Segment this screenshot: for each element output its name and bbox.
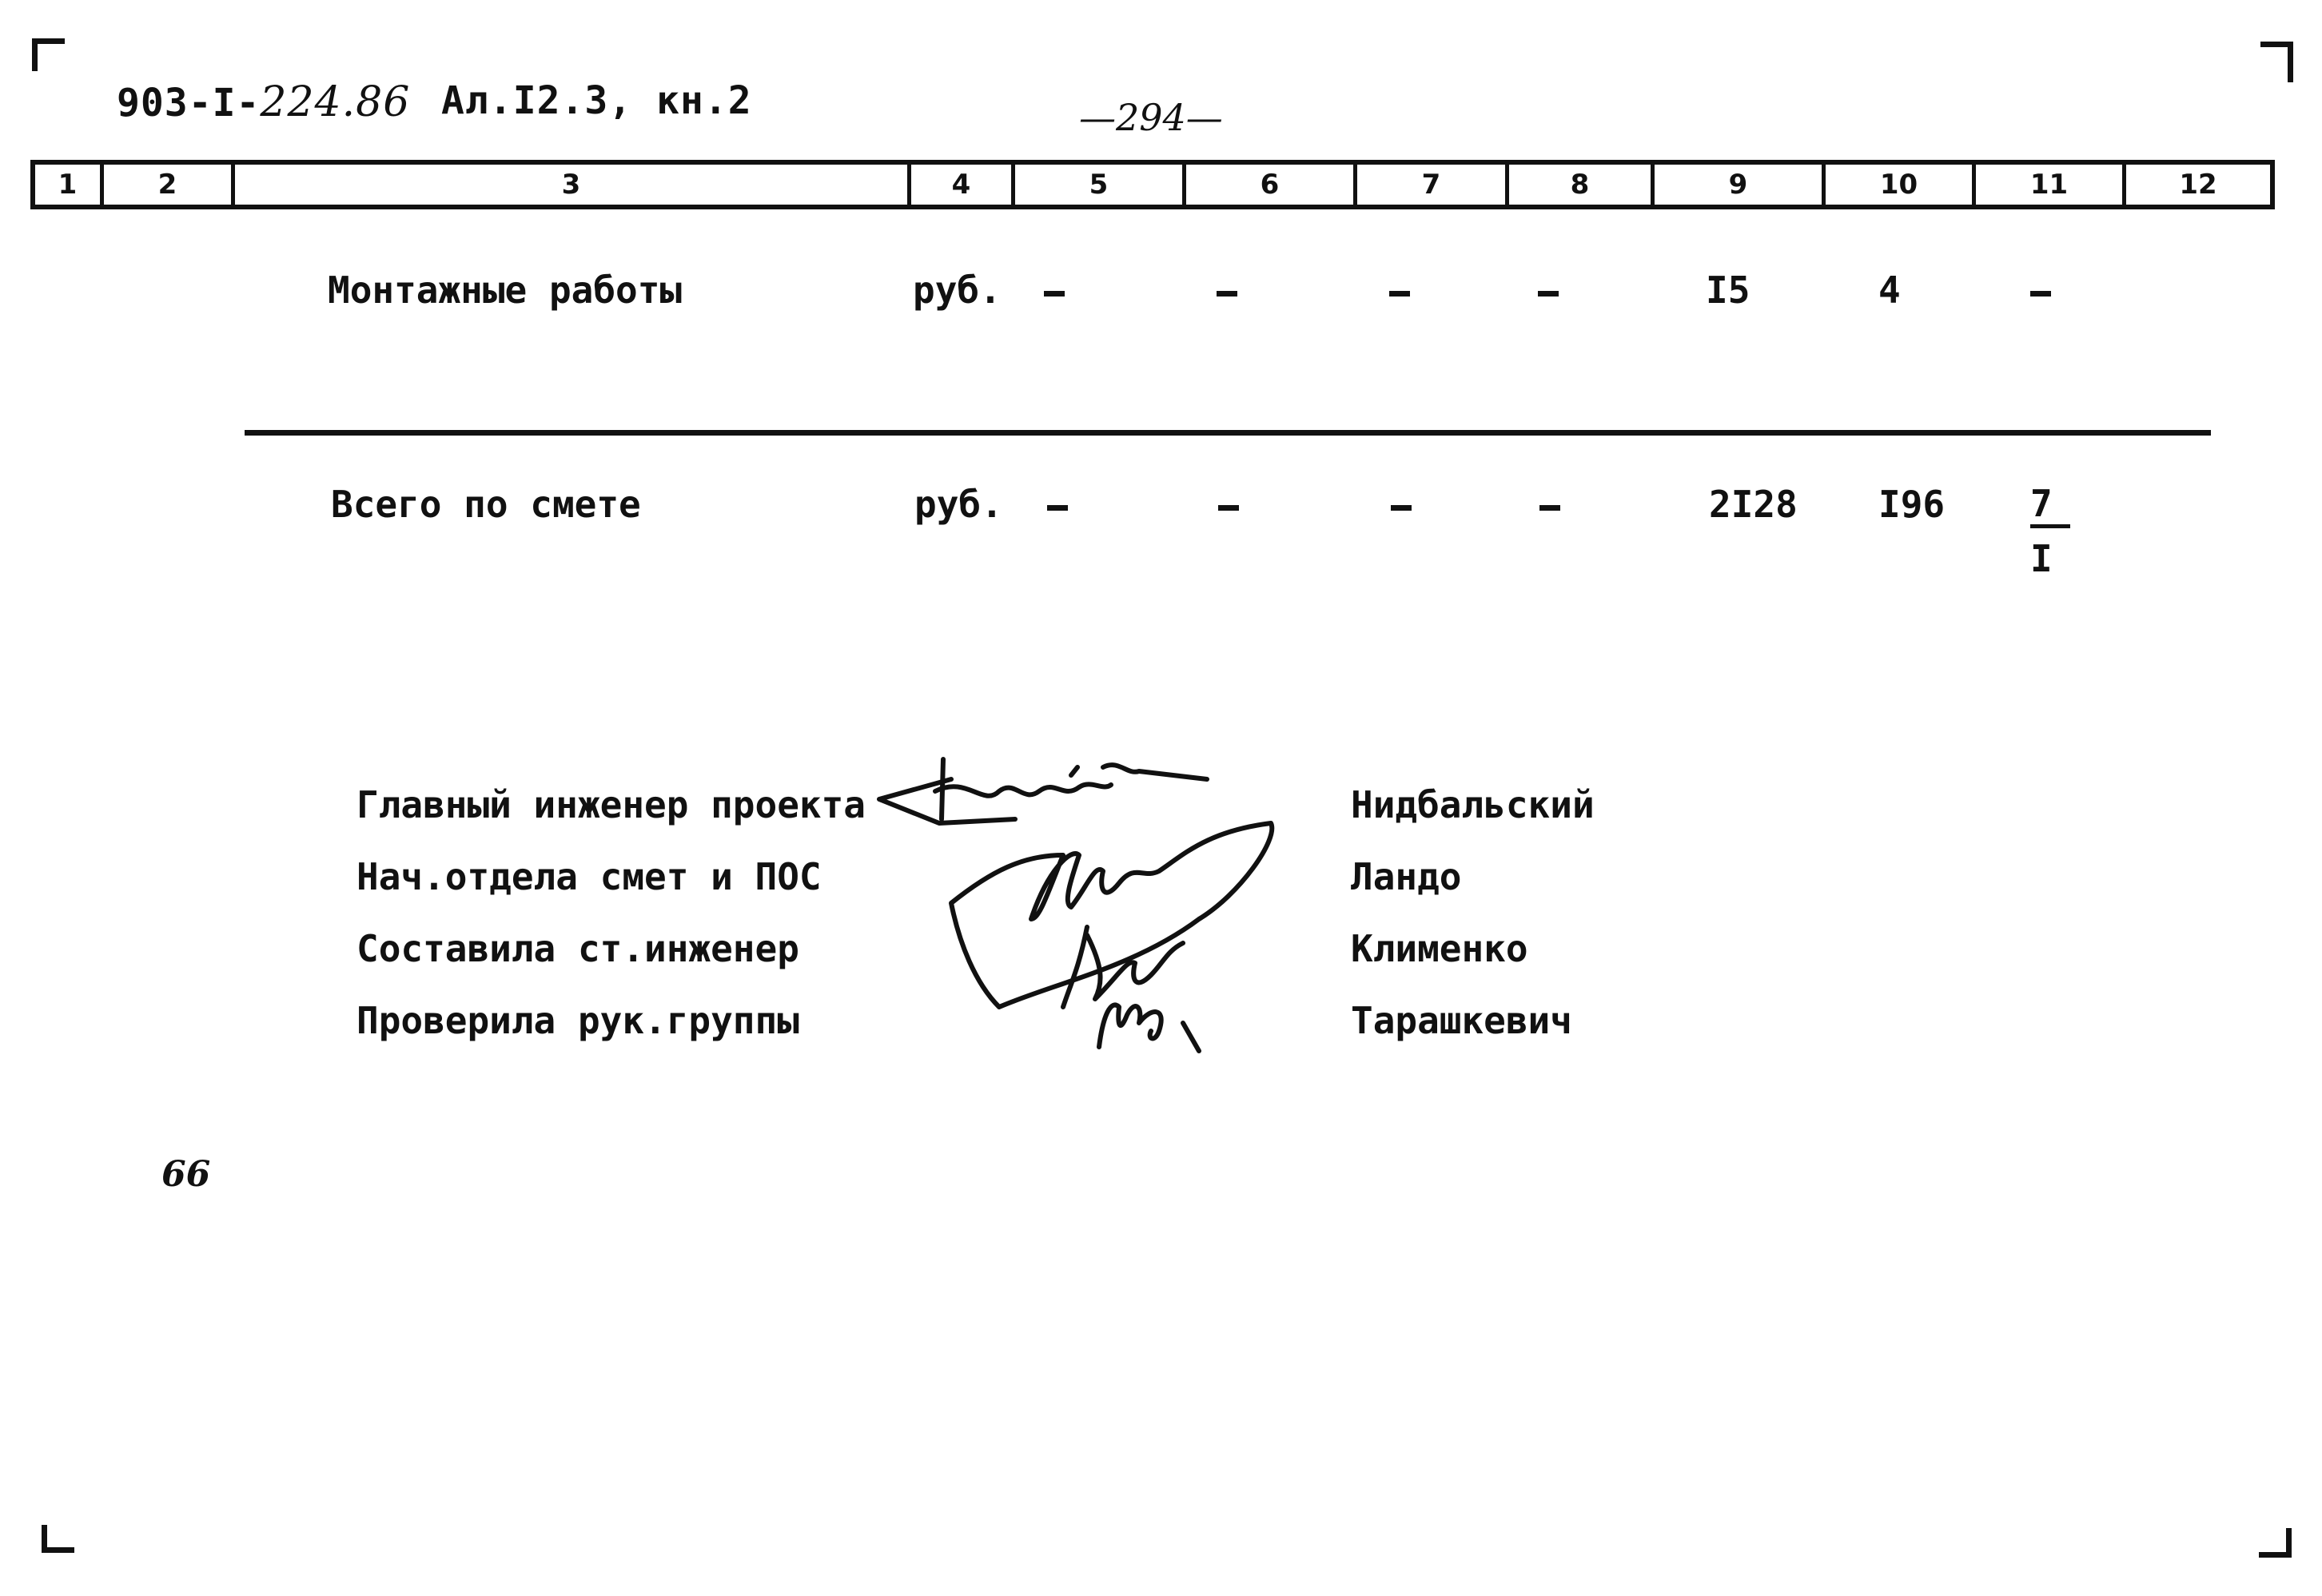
- column-number-12: 12: [2179, 169, 2217, 201]
- total-col7-dash: [1391, 505, 1412, 511]
- column-number-3: 3: [235, 165, 911, 205]
- corner-mark-top-right: [2260, 42, 2293, 82]
- cell-col5-dash: [1044, 291, 1065, 297]
- total-col10-value: I96: [1878, 483, 1946, 526]
- cell-col6-dash: [1217, 291, 1237, 297]
- document-code-prefix: 903-I-: [117, 81, 261, 125]
- total-col11-denominator: I: [2030, 537, 2053, 580]
- column-number-6: 6: [1186, 165, 1357, 205]
- corner-mark-bottom-left: [42, 1525, 74, 1553]
- column-number-5: 5: [1015, 165, 1186, 205]
- column-number-1: 1: [35, 165, 104, 205]
- album-reference: Ал.I2.3, кн.2: [441, 78, 752, 123]
- corner-mark-bottom-right: [2259, 1528, 2292, 1558]
- total-col9-value: 2I28: [1709, 483, 1798, 526]
- signature-role-3: Составила ст.инженер: [356, 927, 799, 970]
- signature-name-3: Клименко: [1351, 927, 1528, 970]
- column-number-7: 7: [1357, 165, 1509, 205]
- signature-role-1: Главный инженер проекта: [356, 783, 866, 826]
- total-col6-dash: [1218, 505, 1239, 511]
- column-number-11: 11: [1976, 165, 2126, 205]
- handwritten-signatures: [863, 743, 1295, 1079]
- cell-col7-dash: [1389, 291, 1410, 297]
- signature-name-1: Нидбальский: [1351, 783, 1595, 826]
- total-row-unit: руб.: [914, 483, 1003, 526]
- column-number-10: 10: [1826, 165, 1976, 205]
- column-number-8: 8: [1509, 165, 1655, 205]
- signature-name-2: Ландо: [1351, 855, 1462, 898]
- signature-4-scribble: [1099, 1005, 1199, 1051]
- signature-name-4: Тарашкевич: [1351, 999, 1572, 1042]
- total-col11-numerator: 7: [2030, 483, 2070, 528]
- page-number: —294—: [1079, 96, 1223, 139]
- total-col8-dash: [1539, 505, 1560, 511]
- total-separator-line: [245, 430, 2211, 436]
- column-number-2: 2: [104, 165, 235, 205]
- row-name: Монтажные работы: [328, 269, 683, 312]
- document-code: [117, 78, 410, 126]
- document-code-handwritten: 224.86: [260, 78, 411, 126]
- cell-col10-value: 4: [1878, 269, 1901, 312]
- cell-col8-dash: [1538, 291, 1559, 297]
- column-number-4: 4: [911, 165, 1015, 205]
- corner-mark-top-left: [32, 38, 65, 71]
- total-col5-dash: [1047, 505, 1068, 511]
- column-number-9: 9: [1655, 165, 1826, 205]
- column-number-row: [30, 160, 2275, 209]
- total-row-name: Всего по смете: [331, 483, 641, 526]
- row-unit: руб.: [913, 269, 1002, 312]
- cell-col11-dash: [2030, 291, 2051, 297]
- signature-role-2: Нач.отдела смет и ПОС: [356, 855, 822, 898]
- footer-mark: 66: [161, 1154, 211, 1195]
- cell-col9-value: I5: [1706, 269, 1750, 312]
- signature-1-scribble: [879, 759, 1207, 823]
- signature-role-4: Проверила рук.группы: [356, 999, 799, 1042]
